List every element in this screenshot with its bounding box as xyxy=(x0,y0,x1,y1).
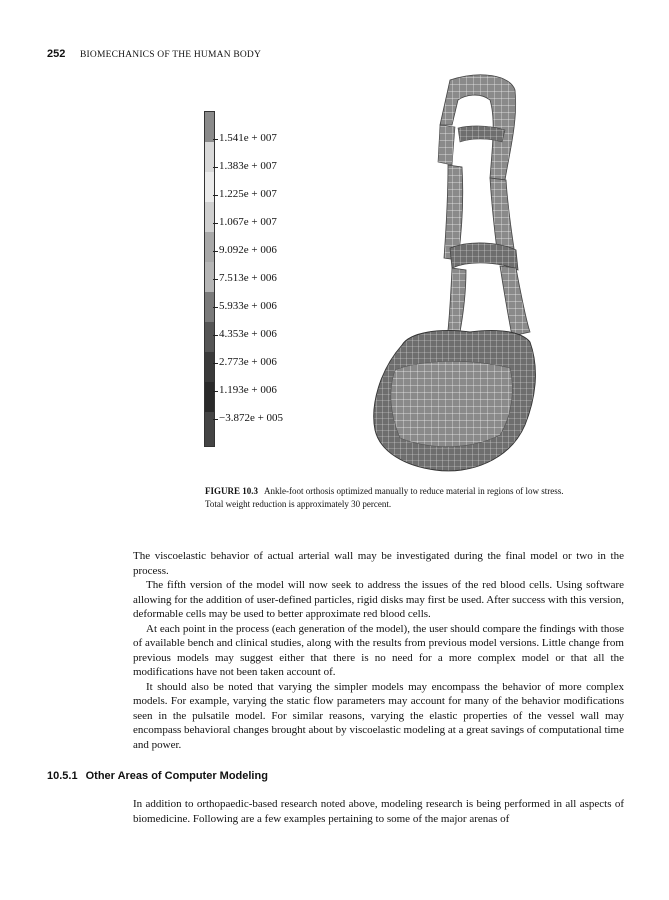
colorbar-swatch xyxy=(205,352,214,382)
colorbar-tick xyxy=(213,195,218,196)
figure-label: FIGURE 10.3 xyxy=(205,486,259,496)
orthosis-lower-struts xyxy=(448,266,530,336)
paragraph: The fifth version of the model will now seek to address the issues of the red blood cells. Using software allowing for the addition of user-defined particles, rigid disks may first be used. After success with this version, deformable cells may be used to better approximate red blood cells. xyxy=(133,579,625,620)
colorbar-tick xyxy=(213,307,218,308)
running-header xyxy=(47,48,261,60)
colorbar-swatch xyxy=(205,322,214,352)
body-text xyxy=(133,549,624,752)
figure-caption xyxy=(205,485,565,510)
legend-value: 2.773e + 006 xyxy=(219,356,277,368)
paragraph: The viscoelastic behavior of actual arterial wall may be investigated during the final model or two in the process. xyxy=(133,550,624,577)
colorbar-swatch xyxy=(205,262,214,292)
legend-value: 9.092e + 006 xyxy=(219,244,277,256)
colorbar-tick xyxy=(213,363,218,364)
colorbar-swatch xyxy=(205,172,214,202)
orthosis-top-strap xyxy=(438,75,516,180)
legend-value: 1.193e + 006 xyxy=(219,384,277,396)
legend-value: 1.225e + 007 xyxy=(219,188,277,200)
legend-value: 5.933e + 006 xyxy=(219,300,277,312)
orthosis-foot-plate xyxy=(374,330,536,470)
legend-value: 7.513e + 006 xyxy=(219,272,277,284)
legend-value: 4.353e + 006 xyxy=(219,328,277,340)
colorbar-tick xyxy=(213,279,218,280)
section-title: Other Areas of Computer Modeling xyxy=(85,770,268,782)
paragraph: At each point in the process (each generation of the model), the user should compare the findings with those of available bench and clinical studies, along with the results from previous model versions. Little change from previous models may suggest either that there is no need for a more complex model or that all the modifications have not been taken account of. xyxy=(133,622,624,678)
colorbar-swatch xyxy=(205,232,214,262)
legend-value: 1.067e + 007 xyxy=(219,216,277,228)
section-number: 10.5.1 xyxy=(47,770,78,782)
colorbar-swatch xyxy=(205,112,214,142)
colorbar-tick xyxy=(213,251,218,252)
running-title: BIOMECHANICS OF THE HUMAN BODY xyxy=(79,50,262,60)
legend-value: 1.383e + 007 xyxy=(219,160,277,172)
figure-caption-text: Ankle-foot orthosis optimized manually to reduce material in regions of low stress. Total weight reduction is approximately 30 percent. xyxy=(205,486,564,509)
colorbar-tick xyxy=(213,419,218,420)
colorbar-tick xyxy=(213,335,218,336)
paragraph: In addition to orthopaedic-based research noted above, modeling research is being performed in all aspects of biomedicine. Following are a few examples pertaining to some of the major arenas of xyxy=(133,798,624,825)
section-heading xyxy=(47,770,268,782)
colorbar-tick xyxy=(213,139,218,140)
colorbar-swatch xyxy=(205,382,214,412)
colorbar-swatch xyxy=(205,202,214,232)
colorbar-tick xyxy=(213,391,218,392)
page-number: 252 xyxy=(47,48,66,60)
section-body-text xyxy=(133,797,624,826)
colorbar-swatch xyxy=(205,412,214,446)
legend-value: −3.872e + 005 xyxy=(219,412,284,424)
colorbar-tick xyxy=(213,167,218,168)
paragraph: It should also be noted that varying the simpler models may encompass the behavior of more complex models. For example, varying the static flow parameters may account for many of the behavior modifications seen in the pulsatile model. For similar reasons, varying the elastic properties of the vessel wall may encompass behavioral changes brought about by viscoelastic modeling at a great savings of computational time and power. xyxy=(133,680,624,751)
legend-value: 1.541e + 007 xyxy=(219,132,277,144)
orthosis-mesh-figure xyxy=(340,70,560,480)
colorbar-tick xyxy=(213,223,218,224)
orthosis-shank xyxy=(444,165,518,270)
